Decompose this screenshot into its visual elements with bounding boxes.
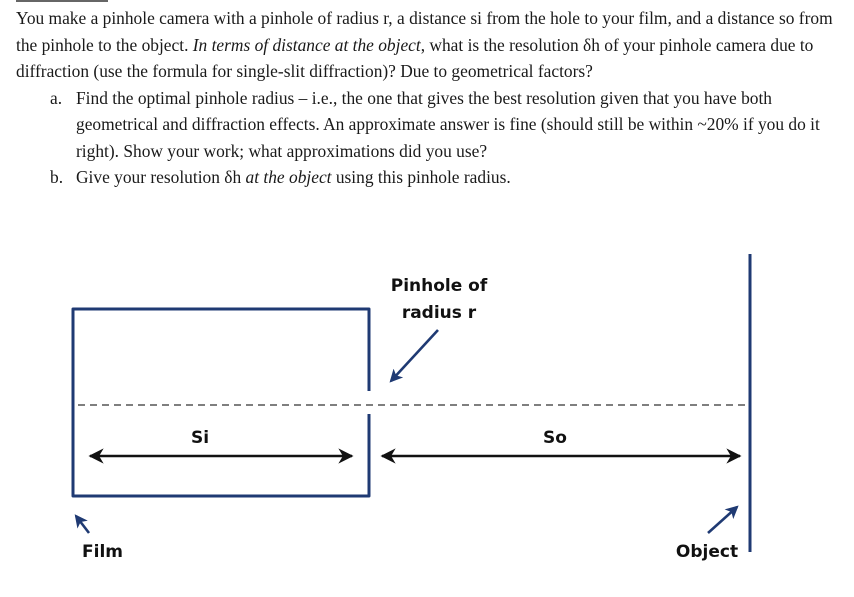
- subquestion-text-1: Give your resolution δh: [76, 167, 246, 187]
- so-label: So: [543, 428, 567, 448]
- subquestion-text: Find the optimal pinhole radius – i.e., the one that gives the best resolution given that you have both geometrical and diffraction effects. An approximate answer is fine (should still be within ~20% if you do it right). Show your work; what approximations did you use?: [76, 87, 820, 161]
- intro-italic-text: In terms of distance at the object: [192, 34, 421, 55]
- subquestion-italic-text: at the object: [245, 167, 332, 187]
- intro-text-2: , what is the resolution δh of your pinhole camera due to diffraction (use the formula for single-slit diffraction)? Due to geometrical factors?: [16, 34, 814, 81]
- pinhole-label-line1: Pinhole of: [390, 276, 488, 296]
- subquestion-text-2: using this pinhole radius.: [331, 167, 511, 187]
- object-label: Object: [675, 542, 739, 562]
- pinhole-pointer-arrow-icon: [391, 330, 438, 381]
- subquestion-marker: a.: [50, 87, 63, 108]
- pinhole-label-line2: radius r: [401, 303, 477, 323]
- film-label: Film: [82, 542, 123, 562]
- camera-box-outline: [73, 309, 369, 496]
- subquestion-marker: b.: [50, 167, 64, 187]
- si-label: Si: [190, 428, 210, 448]
- intro-text-1: You make a pinhole camera with a pinhole of radius r, a distance si from the hole to your film, and a distance so from the pinhole to the object.: [16, 8, 833, 55]
- film-pointer-arrow-icon: [76, 516, 89, 533]
- object-pointer-arrow-icon: [708, 507, 737, 533]
- camera-box: [73, 309, 369, 496]
